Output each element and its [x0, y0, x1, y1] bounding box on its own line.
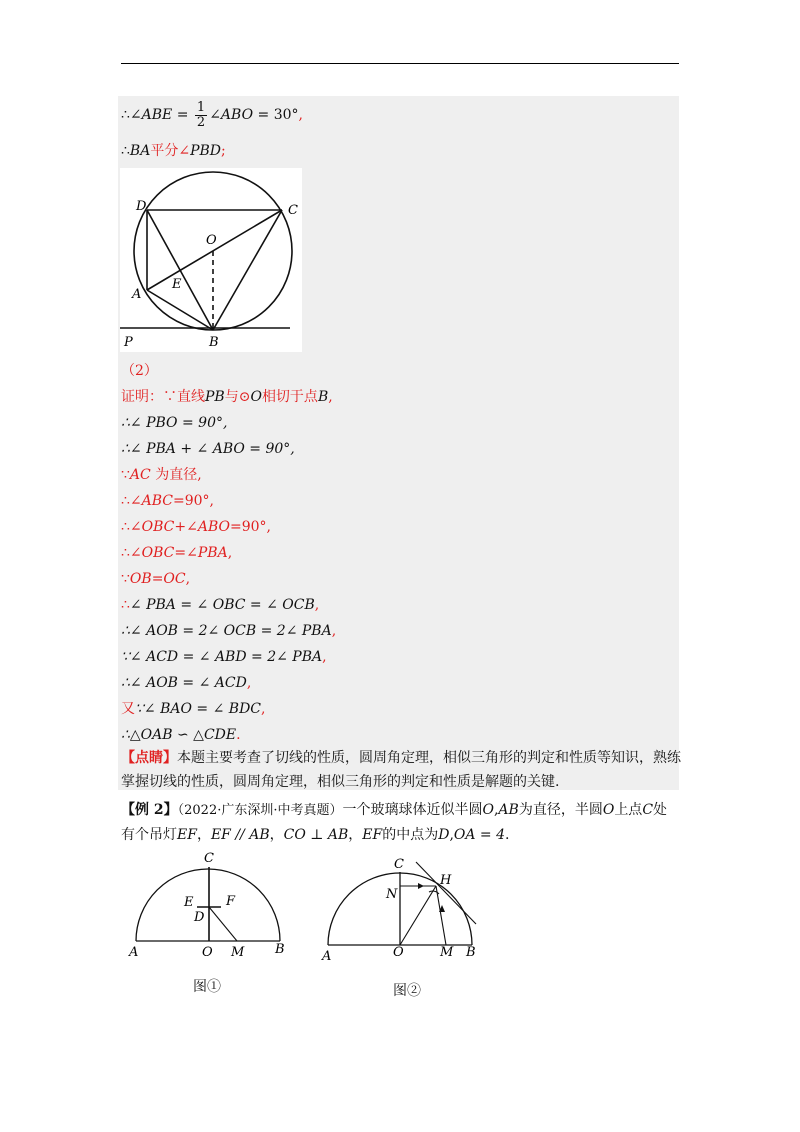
angle-equality: ∵∠ BAO = ∠ BDC	[135, 701, 261, 717]
and-circle-text: 与⊙	[224, 389, 251, 405]
circle-o-label: O	[250, 389, 262, 405]
angle-equality: ∴∠ AOB = ∠ ACD	[121, 675, 247, 691]
line-similar-triangles	[121, 726, 241, 744]
proof-text: 证明：∵直线	[121, 389, 205, 405]
fraction-denominator: 2	[196, 114, 206, 130]
line-aob-2ocb	[121, 622, 336, 640]
angle-abo: ABO	[197, 519, 230, 535]
bisects-text: 平分∠	[150, 143, 191, 159]
comment-text: 本题主要考查了切线的性质，圆周角定理，相似三角形的判定和性质等知识，熟练掌握切线的性质，圆周角定理，相似三角形的判定和性质是解题的关键.	[121, 750, 681, 790]
label-b: B	[209, 335, 219, 350]
tangent-line	[416, 862, 476, 924]
angle-abo: ABO	[220, 107, 254, 123]
perpendicular-statement: CO ⊥ AB	[283, 827, 349, 843]
similarity-statement: ∴△OAB ∽ △CDE	[121, 727, 237, 743]
diameter-ac	[147, 210, 282, 290]
caption-figure-1: 图①	[193, 979, 221, 995]
label-m: M	[231, 945, 245, 960]
comma: ,	[322, 649, 327, 665]
comma: ,	[261, 701, 266, 717]
ob-equals-oc: OB=OC	[129, 571, 186, 587]
angle-equality: ∠ PBA = ∠ OBC = ∠ OCB	[129, 597, 315, 613]
comma: ,	[328, 389, 333, 405]
line-ob-eq-oc	[121, 570, 190, 588]
line-pba-obc-ocb	[121, 596, 319, 614]
line-acd-abd	[121, 648, 327, 666]
angle-obc: OBC	[141, 545, 175, 561]
line-obc-eq-pba	[121, 544, 232, 562]
oa-equals-4: OA = 4	[453, 827, 506, 843]
label-m: M	[440, 945, 454, 960]
equals-90: =90°,	[173, 493, 215, 509]
line-ba-bisects-pbd	[121, 142, 226, 160]
also-text: 又	[121, 701, 135, 717]
label-n: N	[386, 887, 398, 902]
segment-ab: AB	[498, 802, 519, 818]
segment-oh	[400, 886, 436, 945]
example-source: （2022·广东深圳·中考真题）	[177, 803, 343, 818]
equals-sign: =	[172, 107, 193, 123]
label-e: E	[184, 895, 194, 910]
tangent-at-text: 相切于点	[261, 389, 318, 405]
header-rule	[121, 63, 679, 64]
comma: ,	[298, 107, 303, 123]
part-2-label: （2）	[121, 363, 158, 379]
text: 上点	[614, 802, 643, 818]
therefore-symbol: ∴	[121, 143, 130, 159]
comma: ,	[331, 623, 337, 639]
text: 的中点为	[382, 827, 439, 843]
label-p: P	[124, 335, 133, 350]
therefore-angle: ∴∠	[121, 493, 142, 509]
example-2-paragraph	[121, 798, 681, 847]
label-a: A	[132, 287, 142, 302]
therefore-symbol: ∴	[121, 597, 130, 613]
therefore-angle-symbol: ∴∠	[121, 107, 142, 123]
text: 处有个吊灯	[121, 802, 668, 843]
equals-90: =90°,	[230, 519, 271, 535]
comma: ,	[314, 597, 320, 613]
text: 为直径，半圆	[518, 802, 603, 818]
circle-figure	[120, 168, 302, 352]
because-symbol: ∵	[121, 571, 130, 587]
segment-ef: EF	[362, 827, 383, 843]
label-e: E	[172, 277, 182, 292]
fraction-one-half	[195, 101, 207, 130]
point-o: O	[602, 802, 615, 818]
line-pb: PB	[205, 389, 225, 405]
example-tag: 【例 2】	[121, 802, 178, 818]
angle-abe: ABE	[141, 107, 173, 123]
label-f: F	[226, 894, 236, 909]
line-proof-intro	[121, 388, 333, 406]
point-b: B	[317, 389, 329, 405]
angle-abc: ABC	[141, 493, 174, 509]
line-aob-acd	[121, 674, 251, 692]
label-o: O	[393, 945, 404, 960]
label-b: B	[466, 945, 476, 960]
segment-hm	[436, 886, 446, 945]
circle-diagram	[120, 168, 302, 352]
line-obc-plus-abo	[121, 518, 271, 536]
chord-cb	[213, 210, 282, 330]
label-b: B	[275, 942, 285, 957]
plus-angle: +∠	[174, 519, 198, 535]
label-d: D	[136, 199, 147, 214]
label-o: O	[202, 945, 213, 960]
segment-dm	[209, 907, 237, 941]
chord-ab	[147, 290, 213, 330]
label-a: A	[322, 949, 332, 964]
equals-angle: =∠	[174, 545, 198, 561]
point-o: O	[482, 802, 494, 818]
label-c: C	[288, 203, 298, 218]
text: ，	[269, 827, 284, 843]
parallel-statement: EF // AB	[210, 827, 270, 843]
semicircle-arc	[136, 869, 280, 941]
point-c: C	[642, 802, 654, 818]
line-abc-90	[121, 492, 214, 510]
semicircle-figure-1	[120, 845, 300, 970]
text: ,	[449, 827, 454, 843]
line-abe-equals-half-abo	[121, 100, 303, 130]
label-h: H	[440, 873, 452, 888]
line-ac-diameter	[121, 466, 202, 484]
fraction-numerator: 1	[196, 99, 206, 115]
period: .	[236, 727, 241, 743]
label-d: D	[194, 910, 205, 925]
because-symbol: ∵	[121, 467, 130, 483]
comma: ,	[185, 571, 191, 587]
semicolon: ;	[221, 143, 226, 159]
angle-equality: ∴∠ AOB = 2∠ OCB = 2∠ PBA	[121, 623, 332, 639]
caption-figure-2: 图②	[393, 983, 421, 999]
comment-tag: 【点睛】	[121, 750, 177, 766]
is-diameter-text: 为直径,	[150, 467, 202, 483]
point-d: D	[438, 827, 450, 843]
segment-ba: BA	[129, 143, 151, 159]
text: ，	[196, 827, 211, 843]
text: ，	[348, 827, 363, 843]
value-30-degrees: = 30°	[253, 107, 299, 123]
text: ,	[493, 802, 499, 818]
line-pba-plus-abo: ∴∠ PBA + ∠ ABO = 90°,	[121, 441, 295, 457]
line-pbo-90: ∴∠ PBO = 90°,	[121, 415, 228, 431]
comma: ,	[246, 675, 252, 691]
semicircle-figure-2	[318, 852, 488, 972]
angle-pbd: PBD	[190, 143, 221, 159]
angle-equality: ∵∠ ACD = ∠ ABD = 2∠ PBA	[121, 649, 323, 665]
comment-paragraph	[121, 746, 681, 794]
label-a: A	[129, 945, 139, 960]
therefore-angle: ∴∠	[121, 519, 142, 535]
angle-pba: PBA	[197, 545, 228, 561]
segment-ac: AC	[129, 467, 151, 483]
label-c: C	[394, 857, 404, 872]
comma: ,	[227, 545, 233, 561]
arrow-left-icon	[418, 883, 424, 889]
segment-ef: EF	[177, 827, 197, 843]
angle-obc: OBC	[141, 519, 175, 535]
text: 一个玻璃球体近似半圆	[342, 802, 483, 818]
label-o: O	[206, 233, 217, 248]
text: .	[505, 827, 510, 843]
label-c: C	[204, 851, 214, 866]
angle-symbol: ∠	[209, 107, 221, 123]
line-bao-bdc	[121, 700, 265, 718]
therefore-angle: ∴∠	[121, 545, 142, 561]
